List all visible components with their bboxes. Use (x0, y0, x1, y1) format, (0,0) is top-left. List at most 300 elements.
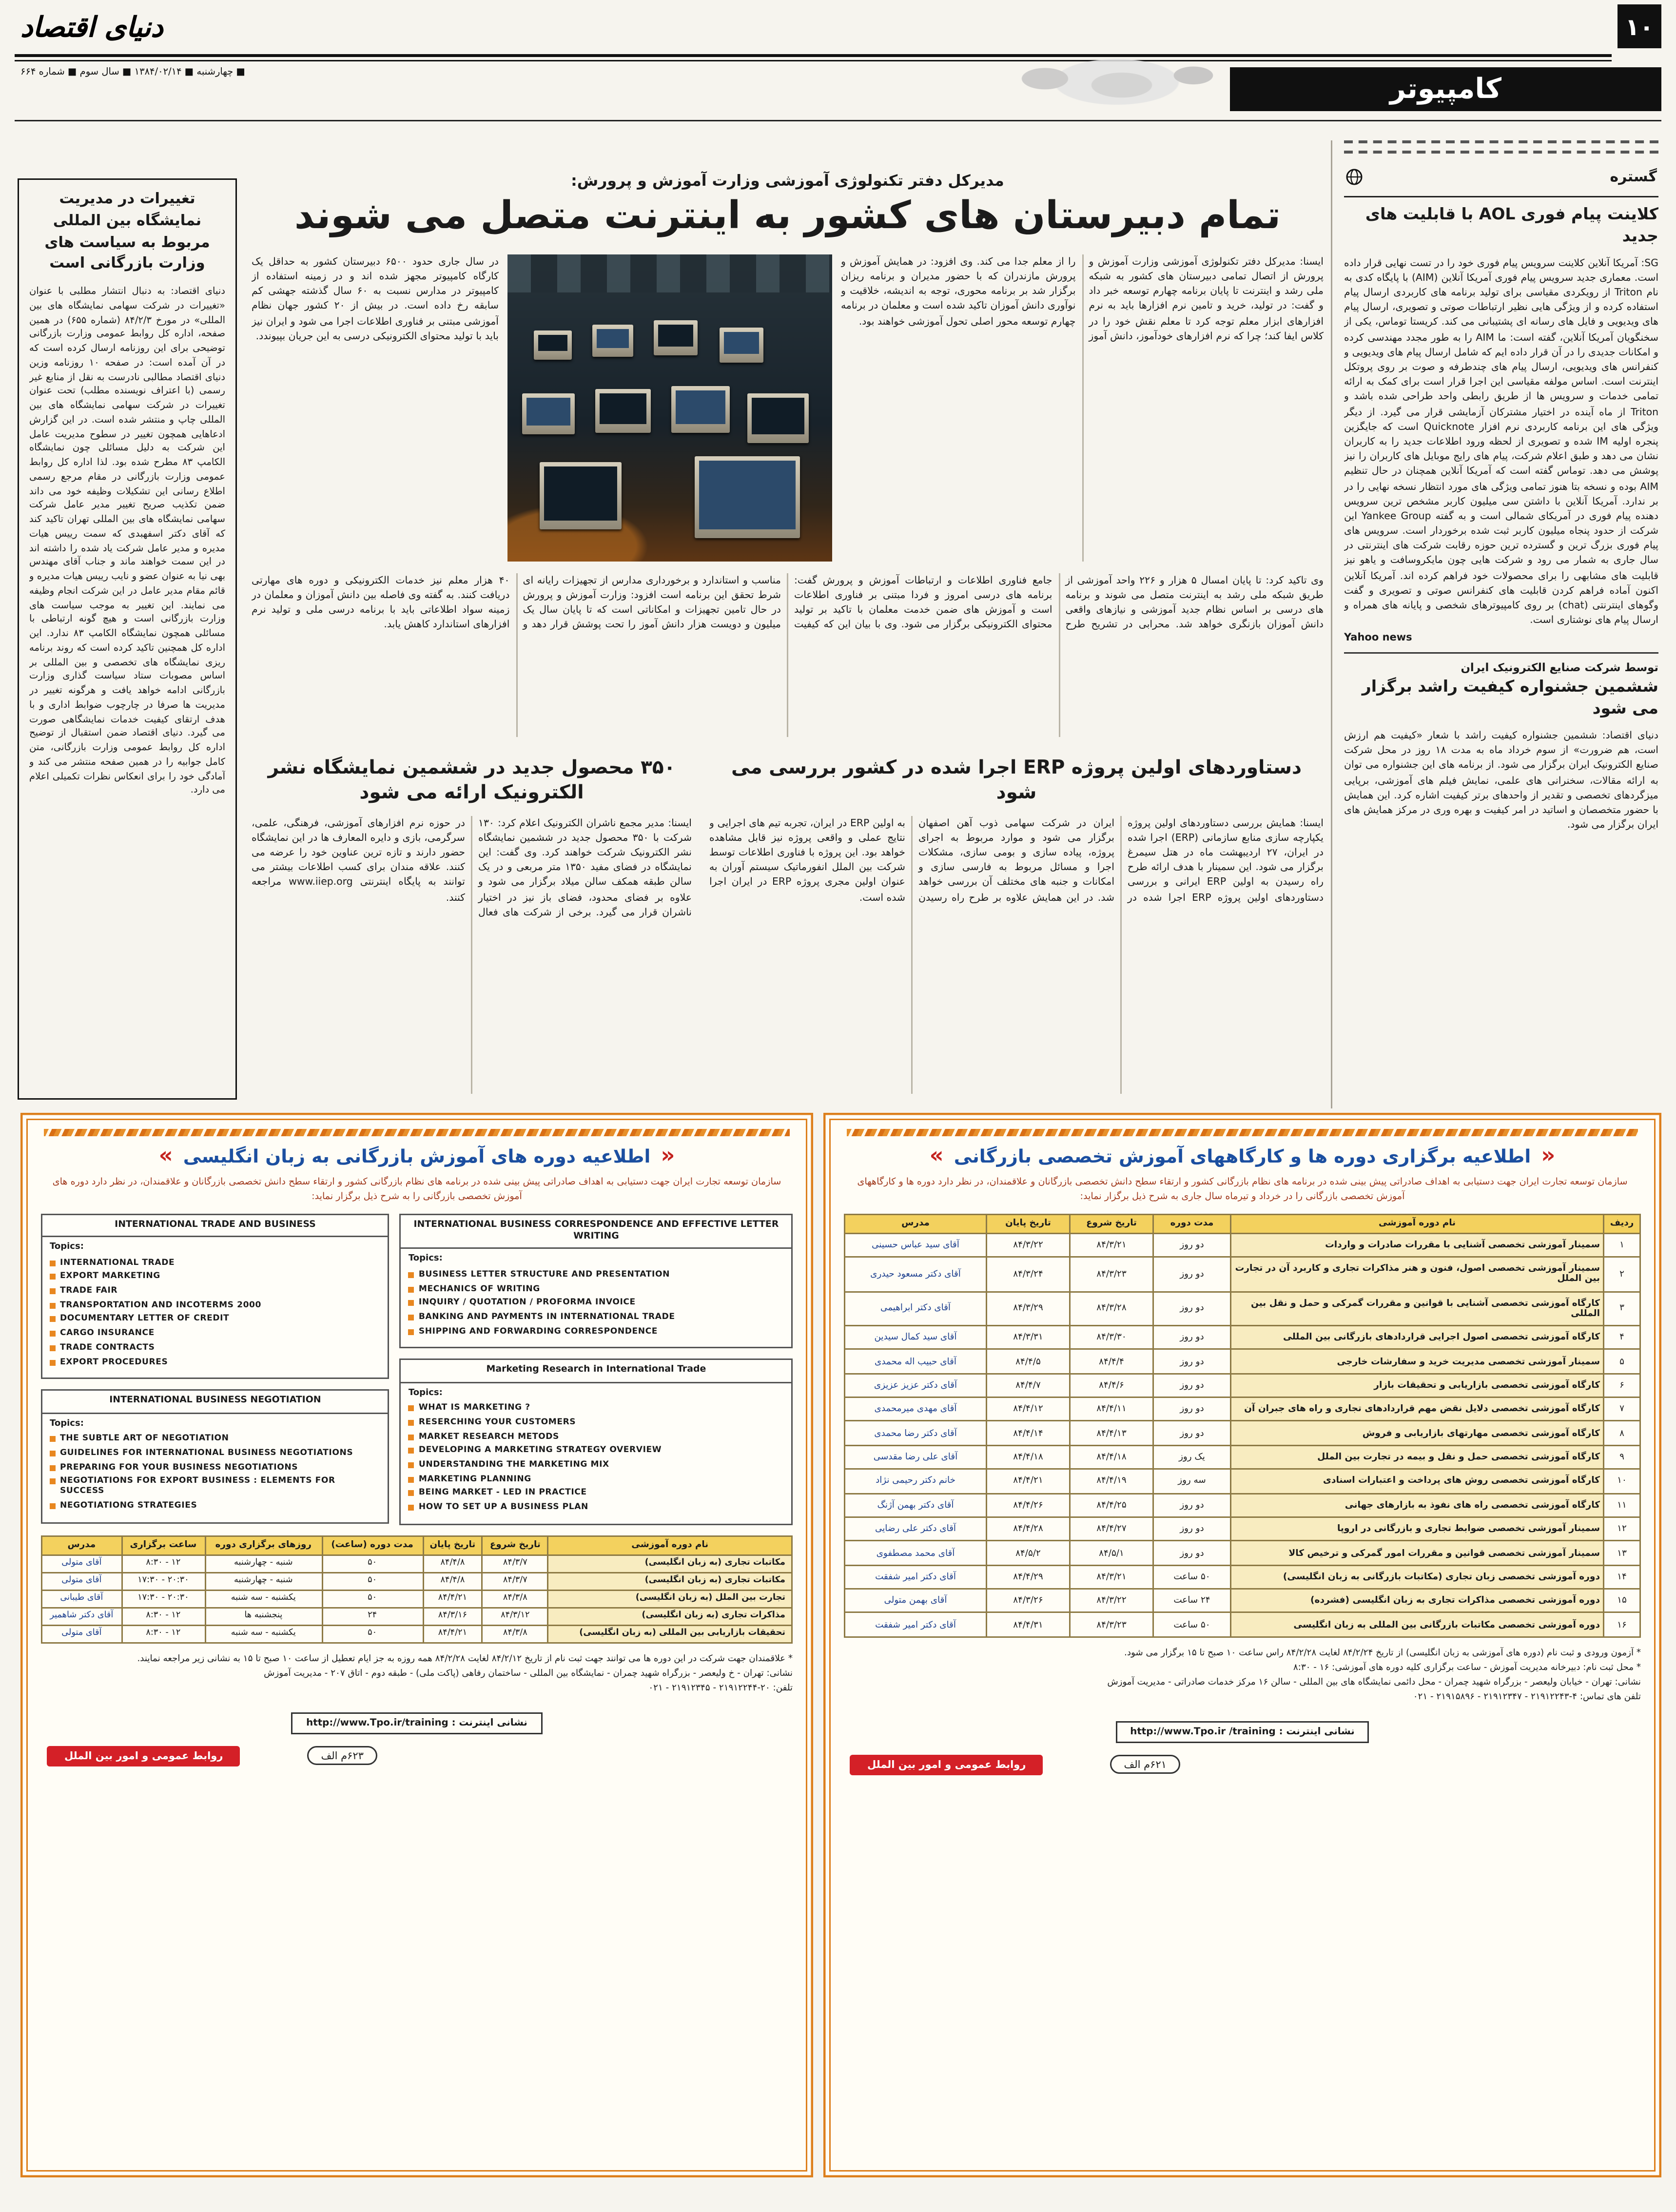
cell-course-name: کارگاه آموزشی تخصصی آشنایی با قوانین و مقررات گمرکی و حمل و نقل بین المللی (1231, 1291, 1604, 1325)
cell-start-date: ۸۴/۳/۲۱ (1070, 1233, 1153, 1257)
cell-course-name: کارگاه آموزشی تخصصی مهارتهای بازاریابی و فروش (1231, 1421, 1604, 1445)
scope-section-label (1344, 161, 1658, 197)
topic-item: UNDERSTANDING THE MARKETING MIX (409, 1461, 784, 1471)
cell-course-name: دوره آموزشی تخصصی زبان تجاری (مکاتبات بازرگانی به زبان انگلیسی) (1231, 1565, 1604, 1589)
bullet-icon (50, 1465, 56, 1471)
cell-teacher: آقای متولی (42, 1555, 122, 1572)
cell-teacher: آقای دکتر بهمن آژنگ (845, 1493, 987, 1517)
cell-end-date: ۸۴/۴/۱۴ (987, 1421, 1070, 1445)
cell-time: ۱۲ - ۸:۳۰ (121, 1608, 205, 1625)
cell-start-date: ۸۴/۴/۱۱ (1070, 1397, 1153, 1421)
cell-course-name: تحقیقات بازاریابی بین المللی (به زبان انگلیسی) (548, 1625, 792, 1643)
cell-teacher: آقای محمد مصطفوی (845, 1541, 987, 1565)
cell-time: ۱۲ - ۸:۳۰ (121, 1555, 205, 1572)
topic-item: SHIPPING AND FORWARDING CORRESPONDENCE (409, 1327, 784, 1338)
newspaper-masthead: دنیای اقتصاد (20, 12, 163, 44)
cell-end-date: ۸۴/۴/۷ (987, 1374, 1070, 1397)
cell-duration: یک روز (1153, 1445, 1231, 1469)
topic-item: TRADE CONTRACTS (50, 1344, 381, 1354)
cell-start-date: ۸۴/۳/۲۳ (1070, 1613, 1153, 1637)
cell-duration: دو روز (1153, 1541, 1231, 1565)
globe-icon (1345, 164, 1363, 192)
cell-teacher: آقای دکتر عزیز عزیزی (845, 1374, 987, 1397)
col-header: نام دوره آموزشی (548, 1536, 792, 1555)
table-row (845, 1517, 1640, 1541)
photo-ceiling (507, 254, 832, 292)
bullet-icon (409, 1476, 414, 1482)
web-address: http://www.Tpo.ir /training (1130, 1726, 1276, 1738)
cell-duration: دو روز (1153, 1517, 1231, 1541)
cell-end-date: ۸۴/۳/۳۱ (987, 1325, 1070, 1349)
col-header: ردیف (1604, 1214, 1640, 1233)
bullet-icon (50, 1345, 56, 1351)
cell-row-number: ۹ (1604, 1445, 1640, 1469)
ad-title: اطلاعیه دوره های آموزش بازرگانی به زبان انگلیسی (183, 1144, 651, 1166)
source-credit: Yahoo news (1344, 632, 1412, 644)
cell-row-number: ۱۰ (1604, 1469, 1640, 1493)
cell-duration: ۵۰ ساعت (1153, 1613, 1231, 1637)
cell-duration: دو روز (1153, 1421, 1231, 1445)
en-topic-box-marketing (400, 1359, 793, 1525)
ornament-icon: « (1541, 1142, 1556, 1168)
aol-article-body: SG: آمریکا آنلاین کلاینت سرویس پیام فوری خود را در تست نهایی قرار داده است. معماری جدید سرویس پیام فوری آمریکا آنلاین (AIM) با پایگاه کدی به نام Triton از رویکردی مقیاسی برای تولید برنامه های کاربردی ارسال پیام استفاده کرده و از ویژگی هایی نظیر ارتباطات صوتی و تصویری، ارسال پیام های ویدیویی و فایل های رسانه ای پشتیبانی می کند. کریستا توماس، یکی از سخنگویان آمریکا آنلاین، گفته است: ما AIM را به طور مجدد مهندسی کرده و امکانات جدیدی را در آن قرار داده ایم که شامل ارسال پیام های ویدیویی و کنفرانس های ویدیویی، ارسال پیام های چندطرفه و صوت بر روی پروتکل اینترنت است. اساس مولفه مقیاسی این اجرا قرار است برای کمک به ارائه تمامی خدمات و سرویس ها از طریق رابطی واحد طراحی شده باشد و Triton از ماه آینده در اختیار مشترکان آزمایشی قرار می گیرد. از دیگر ویژگی های این برنامه کاربردی نرم افزار Quicknote است که جایگزین پنجره اولیه IM شده و تصویری از لحظه ورود اطلاعات جدید را به کاربران نشان می دهد و طبق اعلام شرکت، پیام های رایج موبایل های کاربران را نیز پوشش می دهد. توماس گفته است که آمریکا آنلاین همچنان در حال تنظیم AIM بوده و نسخه بتا هنوز تمامی ویژگی های مورد انتظار نسخه نهایی را در بر ندارد. آمریکا آنلاین با داشتن سی میلیون کاربر مشخص ترین سرویس دهنده پیام فوری در آمریکای شمالی است و به گفته Yankee Group این شرکت از حدود پنجاه میلیون کاربر ثبت شده برخوردار است. سرویس های پیام فوری بزرگ ترین و گسترده ترین حوزه رقابت شرکت های اینترنتی در سال جاری به شمار می رود و شرکت هایی چون مایکروسافت و یاهو نیز قابلیت های مشابهی را برای محصولات خود فراهم کرده اند. آمریکا آنلاین اکنون آماده فراهم کردن قابلیت های کنفرانس صوتی و تصویری و گفت وگوهای اینترنتی (chat) بر روی کامپیوترهای شخصی و پایانه های همراه و ارسال پیام های نوشتاری است. (1344, 257, 1658, 626)
cell-teacher: آقای متولی (42, 1572, 122, 1590)
cell-duration: دو روز (1153, 1233, 1231, 1257)
ad-title: اطلاعیه برگزاری دوره ها و کارگاههای آموزش تخصصی بازرگانی (954, 1144, 1531, 1166)
topics-label: Topics: (50, 1242, 84, 1252)
ornament-icon: » (929, 1142, 944, 1168)
rashed-kicker: توسط شرکت صنایع الکترونیک ایران (1461, 661, 1658, 675)
col-header: مدرس (845, 1214, 987, 1233)
topic-item: GUIDELINES FOR INTERNATIONAL BUSINESS NEGOTIATIONS (50, 1449, 381, 1459)
topic-item: INTERNATIONAL TRADE (50, 1259, 381, 1269)
ad-notes (41, 1652, 793, 1696)
table-row (42, 1590, 792, 1608)
article-title: ۳۵۰ محصول جدید در ششمین نمایشگاه نشر الکترونیک ارائه می شود (268, 757, 676, 804)
cell-row-number: ۱ (1604, 1233, 1640, 1257)
bullet-icon (409, 1434, 414, 1440)
cell-start-date: ۸۴/۴/۶ (1070, 1374, 1153, 1397)
cell-start-date: ۸۴/۳/۲۱ (1070, 1565, 1153, 1589)
table-row (42, 1555, 792, 1572)
ornamental-border-strip (44, 1129, 790, 1136)
col-header: تاریخ پایان (987, 1214, 1070, 1233)
table-row (845, 1445, 1640, 1469)
photo-monitor (540, 462, 622, 529)
cell-duration: دو روز (1153, 1291, 1231, 1325)
note-line: تلفن: ۲۰-۲۱۹۱۲۲۴۴ - ۲۱۹۱۲۳۴۵ - ۰۲۱ (648, 1683, 793, 1693)
cell-end-date: ۸۴/۳/۲۲ (987, 1233, 1070, 1257)
ad-english-courses (26, 1119, 807, 2172)
cell-end-date: ۸۴/۴/۲۶ (987, 1493, 1070, 1517)
bullet-icon (409, 1272, 414, 1278)
col-header: ساعت برگزاری (121, 1536, 205, 1555)
rashed-article-body: دنیای اقتصاد: ششمین جشنواره کیفیت راشد با شعار «کیفیت هم ارزش است، هم ضرورت» از سوم خرداد ماه به مدت ۱۸ روز در محل شرکت صنایع الکترونیک ایران برگزار می شود. از برنامه های این جشنواره می توان به ارائه مقالات، سخنرانی های علمی، نمایش فیلم های آموزشی، برپایی میزگردهای تخصصی و تقدیر از واحدهای برتر کیفیت اشاره کرد. این همایش با حضور متخصصان و اساتید در امر کیفیت و بهره وری در مرکز همایش های ایران برگزار می شود. (1344, 730, 1658, 831)
article-body: دنیای اقتصاد: به دنبال انتشار مطلبی با عنوان «تغییرات در شرکت سهامی نمایشگاه های بین المللی» در مورخ ۸۴/۲/۳ (شماره ۶۵۵) در همین صفحه، اداره کل روابط عمومی وزارت بازرگانی توضیحی برای این روزنامه ارسال کرده است که در آن آمده است: در صفحه ۱۰ روزنامه وزین دنیای اقتصاد مطالبی نادرست به نقل از منابع غیر رسمی (با اعتراف نویسنده مطلب) تحت عنوان تغییرات در شرکت سهامی نمایشگاه های بین المللی چاپ و منتشر شده است. در این گزارش ادعاهایی همچون تغییر در سطوح مدیریت عامل این شرکت به دلیل مسائلی چون نمایشگاه الکامپ ۸۳ مطرح شده بود. لذا اداره کل روابط عمومی وزارت بازرگانی در مقام مرجع رسمی اطلاع رسانی این تشکیلات وظیفه خود می داند ضمن تکذیب صریح تغییر مدیر عامل شرکت سهامی نمایشگاه های بین المللی تهران تاکید کند که آقای دکتر اسفهبدی که سمت رییس هیات مدیره و مدیر عامل شرکت یاد شده را داشته اند در این سمت خواهند ماند و جناب آقای مهندس بهی نیا به عنوان عضو و نایب رییس هیات مدیره و قائم مقام مدیر عامل در این شرکت انجام وظیفه می نمایند. این تغییر به موجب سیاست های وزارت بازرگانی است و هیچ گونه ارتباطی با مسائلی همچون نمایشگاه الکامپ ۸۳ ندارد. این اداره کل همچنین تاکید کرده است که روند برنامه ریزی نمایشگاه های تخصصی و بین المللی بر اساس مصوبات ستاد سیاست گذاری وزارت بازرگانی ادامه خواهد یافت و هرگونه تغییر در مدیریت ها صرفا در چارچوب ضوابط اداری و با هدف ارتقای کیفیت خدمات نمایشگاهی صورت می گیرد. دنیای اقتصاد ضمن استقبال از توضیح اداره کل روابط عمومی وزارت بازرگانی، متن کامل جوابیه را در همین صفحه منتشر می کند و آمادگی خود را برای انعکاس نظرات تکمیلی اعلام می دارد. (29, 285, 225, 796)
bullet-icon (409, 1420, 414, 1426)
ad-reference-number: ۶۲۱م الف (1111, 1755, 1180, 1774)
cell-course-name: تجارت بین الملل (به زبان انگلیسی) (548, 1590, 792, 1608)
bullet-icon (409, 1505, 414, 1511)
table-row (845, 1469, 1640, 1493)
cell-end-date: ۸۴/۴/۳۱ (987, 1613, 1070, 1637)
bullet-icon (409, 1462, 414, 1468)
topic-list (401, 1265, 791, 1338)
cell-start-date: ۸۴/۳/۱۲ (483, 1608, 548, 1625)
cell-days: شنبه - چهارشنبه (205, 1572, 322, 1590)
table-header-row (42, 1536, 792, 1555)
web-address-label: نشانی اینترنت : (451, 1717, 527, 1729)
english-topics-area (41, 1214, 793, 1525)
main-body-bottom: وی تاکید کرد: تا پایان امسال ۵ هزار و ۲۲۶ واحد آموزشی از طریق شبکه ملی رشد به اینترنت متصل می شوند و برنامه های درسی بر اساس نظام جدید آموزشی و نیازهای واقعی دانش آموزان بازنگری خواهد شد. محرابی در تشریح طرح جامع فناوری اطلاعات و ارتباطات آموزش و پرورش گفت: برنامه های درسی امروز و فردا مبتنی بر فناوری اطلاعات است و آموزش های ضمن خدمت معلمان با تاکید بر تولید محتوای الکترونیکی برگزار می شود. وی با بیان این که کیفیت مناسب و استاندارد و برخورداری مدارس از تجهیزات رایانه ای شرط تحقق این برنامه است افزود: وزارت آموزش و پرورش در حال تامین تجهیزات و امکاناتی است که تا پایان سال یک میلیون و دویست هزار دانش آموز را تحت پوشش قرار دهد و ۴۰ هزار معلم نیز خدمات الکترونیکی و دوره های مهارتی دریافت کنند. به گفته وی فاصله بین دانش آموزان و معلمان در زمینه سواد اطلاعاتی باید با برنامه درسی ملی و تولید نرم افزارهای استاندارد کاهش یابد. (252, 574, 1324, 631)
cell-course-name: دوره آموزشی تخصصی مکاتبات بازرگانی بین المللی به زبان انگلیسی (1231, 1613, 1604, 1637)
cell-hours: ۵۰ (322, 1555, 423, 1572)
table-row (845, 1589, 1640, 1613)
topic-item: HOW TO SET UP A BUSINESS PLAN (409, 1504, 784, 1514)
photo-monitor (534, 330, 572, 360)
cell-end-date: ۸۴/۴/۲۸ (987, 1517, 1070, 1541)
topics-label: Topics: (408, 1253, 443, 1264)
cell-start-date: ۸۴/۳/۲۳ (1070, 1257, 1153, 1291)
aol-article-title: کلاینت پیام فوری AOL با قابلیت های جدید (1365, 205, 1658, 246)
main-article (252, 173, 1324, 1093)
cell-end-date: ۸۴/۳/۲۹ (987, 1291, 1070, 1325)
col-header: تاریخ شروع (1070, 1214, 1153, 1233)
col-header: تاریخ شروع (483, 1536, 548, 1555)
cell-start-date: ۸۴/۳/۷ (483, 1572, 548, 1590)
note-line: نشانی: تهران - خ ولیعصر - بزرگراه شهید چمران - نمایشگاه بین المللی - ساختمان رفاهی (پاکت ملی) - طبقه دوم - اتاق ۲۰۷ - مدیریت آموزش (264, 1668, 793, 1679)
cell-duration: دو روز (1153, 1493, 1231, 1517)
article-exhibition-response (18, 178, 237, 1100)
cell-teacher: آقای متولی (42, 1625, 122, 1643)
cell-teacher: آقای دکتر مسعود حیدری (845, 1257, 987, 1291)
cell-end-date: ۸۴/۴/۲۹ (987, 1565, 1070, 1589)
topic-item: BEING MARKET - LED IN PRACTICE (409, 1489, 784, 1499)
cell-end-date: ۸۴/۵/۲ (987, 1541, 1070, 1565)
table-row (845, 1493, 1640, 1517)
cell-duration: ۵۰ ساعت (1153, 1565, 1231, 1589)
article-body: ایسنا: مدیر مجمع ناشران الکترونیک اعلام کرد: ۱۳۰ شرکت با ۳۵۰ محصول جدید در ششمین نمایشگاه نشر الکترونیک شرکت خواهند کرد. وی گفت: این نمایشگاه در فضای مفید ۱۳۵۰ متر مربعی و در یک سالن طبقه همکف سالن میلاد برگزار می شود و علاوه بر فضای محدود، فضای باز نیز در اختیار ناشران قرار می گیرد. برخی از شرکت های فعال در حوزه نرم افزارهای آموزشی، فرهنگی، علمی، سرگرمی، بازی و دایره المعارف ها در این نمایشگاه حضور دارند و تازه ترین عناوین خود را عرضه می کنند. علاقه مندان برای کسب اطلاعات بیشتر می توانند به پایگاه اینترنتی www.iiep.org مراجعه کنند. (252, 817, 692, 918)
pr-department-band: روابط عمومی و امور بین الملل (850, 1754, 1043, 1775)
header-rule-thin (15, 60, 1612, 61)
header-bottom-rule (15, 120, 1661, 121)
table-body (42, 1555, 792, 1643)
cell-row-number: ۶ (1604, 1374, 1640, 1397)
topic-item: DEVELOPING A MARKETING STRATEGY OVERVIEW (409, 1447, 784, 1457)
main-body-left: در سال جاری حدود ۶۵۰۰ دبیرستان کشور به حداقل یک کارگاه کامپیوتر مجهز شده اند و در زمینه استفاده از کامپیوتر در مدارس نسبت به ۶۰ سال گذشته جهشی کم سابقه رخ داده است. در بیش از ۲۰ کشور جهان نظام آموزشی مبتنی بر فناوری اطلاعات اجرا می شود و ایران نیز باید با تولید محتوای الکترونیکی درسی به این جریان بپیوندد. (252, 255, 499, 342)
bullet-icon (50, 1288, 56, 1294)
en-topic-box-correspondence (400, 1214, 793, 1349)
cell-course-name: سمینار آموزشی تخصصی آشنایی با مقررات صادرات و واردات (1231, 1233, 1604, 1257)
col-header: روزهای برگزاری دوره (205, 1536, 322, 1555)
cell-course-name: کارگاه آموزشی تخصصی روش های پرداخت و اعتبارات اسنادی (1231, 1469, 1604, 1493)
cell-days: یکشنبه - سه شنبه (205, 1625, 322, 1643)
web-address-label: نشانی اینترنت : (1279, 1726, 1355, 1738)
cell-start-date: ۸۴/۴/۲۷ (1070, 1517, 1153, 1541)
cell-start-date: ۸۴/۴/۲۵ (1070, 1493, 1153, 1517)
cell-start-date: ۸۴/۵/۱ (1070, 1541, 1153, 1565)
bullet-icon (50, 1359, 56, 1365)
note-line: * محل ثبت نام: دبیرخانه مدیریت آموزش - ساعت برگزاری کلیه دوره های آموزشی: ۱۶ - ۸:۳۰ (1293, 1662, 1641, 1673)
note-line: * آزمون ورودی و ثبت نام (دوره های آموزشی به زبان انگلیسی) از تاریخ ۸۴/۲/۲۴ لغایت ۸۴/۲/۲۸ راس ساعت ۱۰ صبح تا ۱۵ برگزار می شود. (1124, 1648, 1641, 1658)
topic-list (401, 1399, 791, 1514)
ad-intro: سازمان توسعه تجارت ایران جهت دستیابی به اهداف صادراتی پیش بینی شده در برنامه های نظام بازرگانی کشور و ارتقاء سطح دانش تخصصی بازرگانان و علاقمندان، در نظر دارد دوره های آموزش تخصصی بازرگانی را به شرح ذیل برگزار نماید: (52, 1176, 781, 1202)
cell-start-date: ۸۴/۳/۳۰ (1070, 1325, 1153, 1349)
note-line: نشانی: تهران - خیابان ولیعصر - بزرگراه شهید چمران - محل دائمی نمایشگاه های بین المللی - سالن ۱۶ مرکز خدمات صادراتی - مدیریت آموزش (1107, 1677, 1641, 1688)
bullet-icon (50, 1317, 56, 1322)
table-row (845, 1233, 1640, 1257)
topic-item: WHAT IS MARKETING ? (409, 1404, 784, 1414)
topic-list (42, 1253, 388, 1368)
bullet-icon (50, 1331, 56, 1337)
table-row (845, 1541, 1640, 1565)
bullet-icon (50, 1302, 56, 1308)
bullet-icon (50, 1260, 56, 1266)
cell-end-date: ۸۴/۳/۲۴ (987, 1257, 1070, 1291)
cell-row-number: ۷ (1604, 1397, 1640, 1421)
en-topic-box-negotiation (41, 1390, 390, 1523)
table-row (42, 1608, 792, 1625)
bullet-icon (409, 1315, 414, 1320)
topic-item: RESERCHING YOUR CUSTOMERS (409, 1418, 784, 1429)
cell-row-number: ۴ (1604, 1325, 1640, 1349)
main-body-right: ایسنا: مدیرکل دفتر تکنولوژی آموزشی وزارت آموزش و پرورش از اتصال تمامی دبیرستان های کشور به شبکه ملی رشد و اینترنت تا پایان برنامه چهارم توسعه خبر داد و گفت: در تولید، خرید و تامین نرم افزارها باید به نرم افزارهای ابزار معلم توجه کرد تا معلم نقش خود را در کلاس ایفا کند؛ چرا که نرم افزارهای خودآموز، دانش آموز را از معلم جدا می کند. وی افزود: در همایش آموزش و پرورش مازندران که با حضور مدیران و برنامه ریزان برگزار شد بر برنامه محوری، توجه به اندیشه، خلاقیت و نوآوری دانش آموزان تاکید شده است و معلمان در برنامه چهارم توسعه محور اصلی تحول آموزشی خواهند بود. (841, 255, 1324, 342)
main-headline: تمام دبیرستان های کشور به اینترنت متصل می شوند (294, 194, 1281, 238)
dashed-divider (1344, 140, 1658, 154)
bullet-icon (50, 1479, 56, 1485)
main-kicker: مدیرکل دفتر تکنولوژی آموزشی وزارت آموزش و پرورش: (571, 173, 1004, 190)
topic-item: EXPORT PROCEDURES (50, 1358, 381, 1368)
cell-hours: ۵۰ (322, 1572, 423, 1590)
column-divider (1344, 653, 1658, 654)
cell-teacher: آقای علی رضا مقدسی (845, 1445, 987, 1469)
cell-time: ۲۰:۳۰ - ۱۷:۳۰ (121, 1590, 205, 1608)
cell-row-number: ۸ (1604, 1421, 1640, 1445)
cell-start-date: ۸۴/۴/۱۹ (1070, 1469, 1153, 1493)
course-schedule-table (41, 1535, 793, 1644)
cell-course-name: کارگاه آموزشی تخصصی اصول اجرایی قراردادهای بازرگانی بین المللی (1231, 1325, 1604, 1349)
cell-start-date: ۸۴/۳/۲۸ (1070, 1291, 1153, 1325)
col-header: نام دوره آموزشی (1231, 1214, 1604, 1233)
cell-end-date: ۸۴/۴/۲۱ (987, 1469, 1070, 1493)
bullet-icon (409, 1300, 414, 1306)
cell-end-date: ۸۴/۴/۲۱ (423, 1590, 483, 1608)
cell-course-name: کارگاه آموزشی تخصصی بازاریابی و تحقیقات بازار (1231, 1374, 1604, 1397)
table-row (845, 1350, 1640, 1374)
cell-row-number: ۱۲ (1604, 1517, 1640, 1541)
cell-end-date: ۸۴/۳/۲۶ (987, 1589, 1070, 1613)
photo-monitor (695, 456, 800, 538)
cell-end-date: ۸۴/۴/۱۲ (987, 1397, 1070, 1421)
ad-reference-number: ۶۲۳م الف (308, 1746, 377, 1765)
cell-teacher: آقای دکتر ابراهیمی (845, 1291, 987, 1325)
cell-duration: دو روز (1153, 1325, 1231, 1349)
pr-department-band: روابط عمومی و امور بین الملل (47, 1746, 240, 1766)
cell-hours: ۵۰ (322, 1625, 423, 1643)
cell-start-date: ۸۴/۴/۴ (1070, 1350, 1153, 1374)
topic-item: DOCUMENTARY LETTER OF CREDIT (50, 1315, 381, 1325)
cell-row-number: ۱۳ (1604, 1541, 1640, 1565)
table-row (845, 1291, 1640, 1325)
scope-label-text: گستره (1610, 170, 1657, 186)
topics-label: Topics: (408, 1387, 443, 1397)
topic-item: BUSINESS LETTER STRUCTURE AND PRESENTATION (409, 1270, 784, 1281)
table-row (845, 1613, 1640, 1637)
bullet-icon (409, 1448, 414, 1454)
cell-start-date: ۸۴/۴/۱۸ (1070, 1445, 1153, 1469)
cell-days: یکشنبه - سه شنبه (205, 1590, 322, 1608)
table-header-row (845, 1214, 1640, 1233)
cell-days: شنبه - چهارشنبه (205, 1555, 322, 1572)
topic-list (42, 1430, 388, 1513)
table-row (42, 1625, 792, 1643)
right-column (1331, 140, 1658, 1108)
cell-course-name: کارگاه آموزشی تخصصی دلایل نقض مهم قراردادهای تجاری و راه های جبران آن (1231, 1397, 1604, 1421)
photo-monitor (720, 328, 763, 363)
cell-days: پنجشنبه ها (205, 1608, 322, 1625)
cell-course-name: کارگاه آموزشی تخصصی راه های نفوذ به بازارهای جهانی (1231, 1493, 1604, 1517)
cell-end-date: ۸۴/۴/۲۱ (423, 1625, 483, 1643)
bullet-icon (50, 1274, 56, 1280)
topic-item: EXPORT MARKETING (50, 1273, 381, 1283)
cell-start-date: ۸۴/۴/۱۳ (1070, 1421, 1153, 1445)
cell-time: ۲۰:۳۰ - ۱۷:۳۰ (121, 1572, 205, 1590)
bullet-icon (50, 1436, 56, 1442)
topic-item: NEGOTIATIONS FOR EXPORT BUSINESS : ELEMENTS FOR SUCCESS (50, 1477, 381, 1498)
bullet-icon (50, 1503, 56, 1509)
cell-duration: دو روز (1153, 1397, 1231, 1421)
article-epublishing (252, 755, 692, 1093)
cell-row-number: ۱۱ (1604, 1493, 1640, 1517)
cell-row-number: ۲ (1604, 1257, 1640, 1291)
ornamental-border-strip (847, 1129, 1638, 1136)
col-header: مدت دوره (ساعت) (322, 1536, 423, 1555)
table-row (845, 1374, 1640, 1397)
article-title: دستاوردهای اولین پروژه ERP اجرا شده در کشور بررسی می شود (731, 757, 1302, 804)
cell-start-date: ۸۴/۳/۸ (483, 1625, 548, 1643)
cell-teacher: آقای دکتر امیر شفقت (845, 1565, 987, 1589)
cell-end-date: ۸۴/۴/۸ (423, 1572, 483, 1590)
cell-teacher: خانم دکتر رحیمی نژاد (845, 1469, 987, 1493)
cell-teacher: آقای سید کمال سیدین (845, 1325, 987, 1349)
cell-teacher: آقای دکتر امیر شفقت (845, 1613, 987, 1637)
cell-row-number: ۱۴ (1604, 1565, 1640, 1589)
table-row (42, 1572, 792, 1590)
cell-teacher: آقای مهدی میرمحمدی (845, 1397, 987, 1421)
cell-course-name: کارگاه آموزشی تخصصی حمل و نقل و بیمه در تجارت بین الملل (1231, 1445, 1604, 1469)
ornament-icon: « (661, 1142, 675, 1168)
photo-monitor (671, 386, 730, 433)
table-row (845, 1565, 1640, 1589)
cell-start-date: ۸۴/۳/۷ (483, 1555, 548, 1572)
bullet-icon (409, 1286, 414, 1292)
bullet-icon (409, 1491, 414, 1496)
cell-duration: ۲۴ ساعت (1153, 1589, 1231, 1613)
bullet-icon (409, 1405, 414, 1411)
cell-end-date: ۸۴/۴/۱۸ (987, 1445, 1070, 1469)
cell-duration: سه روز (1153, 1469, 1231, 1493)
photo-monitor (592, 325, 633, 357)
table-row (845, 1257, 1640, 1291)
bullet-icon (409, 1329, 414, 1335)
cell-teacher: آقای دکتر شاهمیر (42, 1608, 122, 1625)
cell-end-date: ۸۴/۳/۱۶ (423, 1608, 483, 1625)
note-line: تلفن های تماس: ۴-۲۱۹۱۲۲۴۳ - ۲۱۹۱۲۳۴۷ - ۲۱۹۱۵۸۹۶ - ۰۲۱ (1413, 1691, 1641, 1702)
cell-teacher: آقای دکتر رضا محمدی (845, 1421, 987, 1445)
topics-label: Topics: (50, 1417, 84, 1428)
col-header: تاریخ پایان (423, 1536, 483, 1555)
ad-specialized-courses (829, 1119, 1656, 2172)
ornament-icon: » (158, 1142, 173, 1168)
note-line: * علاقمندان جهت شرکت در این دوره ها می توانند جهت ثبت نام از تاریخ ۸۴/۲/۱۲ لغایت ۸۴/۲/۲۸ همه روزه به جز ایام تعطیل از ساعت ۱۰ صبح تا ۱۵ به نشانی زیر مراجعه نمایند. (137, 1653, 793, 1664)
specialized-course-table (844, 1214, 1641, 1638)
topic-item: MARKETING PLANNING (409, 1475, 784, 1485)
rashed-article-title: ششمین جشنواره کیفیت راشد برگزار می شود (1362, 678, 1658, 718)
cell-teacher: آقای دکتر علی رضایی (845, 1517, 987, 1541)
cell-hours: ۲۴ (322, 1608, 423, 1625)
page-number: ۱۰ (1618, 4, 1661, 48)
cell-end-date: ۸۴/۴/۵ (987, 1350, 1070, 1374)
article-erp (709, 755, 1324, 1093)
en-box-header: INTERNATIONAL TRADE AND BUSINESS (42, 1215, 388, 1238)
cell-start-date: ۸۴/۳/۸ (483, 1590, 548, 1608)
cell-course-name: مذاکرات تجاری (به زبان انگلیسی) (548, 1608, 792, 1625)
dateline: ■ چهارشنبه ■ ۱۳۸۴/۰۲/۱۴ ■ سال سوم ■ شماره ۶۶۴ (20, 66, 245, 78)
cell-end-date: ۸۴/۴/۸ (423, 1555, 483, 1572)
photo-monitor (654, 320, 698, 355)
topic-item: MARKET RESEARCH METODS (409, 1433, 784, 1443)
cell-row-number: ۱۵ (1604, 1589, 1640, 1613)
bullet-icon (50, 1451, 56, 1456)
cell-course-name: سمینار آموزشی تخصصی ضوابط تجاری و بازرگانی در اروپا (1231, 1517, 1604, 1541)
cell-start-date: ۸۴/۳/۲۲ (1070, 1589, 1153, 1613)
cell-teacher: آقای بهمن متولی (845, 1589, 987, 1613)
topic-item: BANKING AND PAYMENTS IN INTERNATIONAL TRADE (409, 1313, 784, 1323)
cell-course-name: سمینار آموزشی تخصصی مدیریت خرید و سفارشات خارجی (1231, 1350, 1604, 1374)
col-header: مدرس (42, 1536, 122, 1555)
cell-duration: دو روز (1153, 1350, 1231, 1374)
topic-item: PREPARING FOR YOUR BUSINESS NEGOTIATIONS (50, 1463, 381, 1474)
cell-row-number: ۳ (1604, 1291, 1640, 1325)
cell-course-name: مکاتبات تجاری (به زبان انگلیسی) (548, 1555, 792, 1572)
world-map-graphic (989, 50, 1245, 114)
photo-monitor (747, 393, 809, 443)
photo-monitor (522, 393, 575, 434)
article-title: تغییرات در مدیریت نمایشگاه بین المللی مربوط به سیاست های وزارت بازرگانی است (44, 192, 210, 273)
photo-monitor (595, 389, 651, 433)
cell-teacher: آقای طیبانی (42, 1590, 122, 1608)
section-title: کامپیوتر (1230, 67, 1661, 111)
web-address: http://www.Tpo.ir/training (306, 1717, 448, 1729)
table-body (845, 1233, 1640, 1637)
web-address-box (1115, 1721, 1369, 1743)
table-row (845, 1421, 1640, 1445)
cell-teacher: آقای سید عباس حسینی (845, 1233, 987, 1257)
en-topic-box-trade (41, 1214, 390, 1380)
cell-course-name: دوره آموزشی تخصصی مذاکرات تجاری به زبان انگلیسی (فشرده) (1231, 1589, 1604, 1613)
topic-item: TRADE FAIR (50, 1287, 381, 1297)
en-box-header: Marketing Research in International Trade (401, 1360, 791, 1383)
topic-item: THE SUBTLE ART OF NEGOTIATION (50, 1435, 381, 1445)
ad-notes (844, 1647, 1641, 1706)
article-body: ایسنا: همایش بررسی دستاوردهای اولین پروژه یکپارچه سازی منابع سازمانی (ERP) اجرا شده در ایران، ۲۷ اردیبهشت ماه در هتل سیمرغ برگزار می شود. این سمینار با هدف ارائه طرح راه رسیدن به اولین ERP ایرانی و بررسی دستاوردهای اولین پروژه ERP اجرا شده در ایران در شرکت سهامی ذوب آهن اصفهان برگزار می شود و موارد مربوط به اجرای پروژه، پیاده سازی و بومی سازی، مشکلات اجرا و مسائل مربوط به فارسی سازی و امکانات و جنبه های مختلف آن بررسی خواهد شد. در این همایش علاوه بر طرح راه رسیدن به اولین ERP در ایران، تجربه تیم های اجرایی و نتایج عملی و واقعی پروژه نیز قابل مشاهده خواهد بود. این پروژه با فناوری اطلاعات توسط شرکت بین الملل انفورماتیک سیستم آوران به عنوان اولین مجری پروژه ERP در ایران اجرا شده است. (709, 817, 1324, 903)
cell-row-number: ۵ (1604, 1350, 1640, 1374)
classroom-photo (507, 254, 832, 562)
en-box-header: INTERNATIONAL BUSINESS NEGOTIATION (42, 1391, 388, 1414)
topic-item: TRANSPORTATION AND INCOTERMS 2000 (50, 1301, 381, 1311)
cell-duration: دو روز (1153, 1374, 1231, 1397)
web-address-box (292, 1712, 542, 1734)
